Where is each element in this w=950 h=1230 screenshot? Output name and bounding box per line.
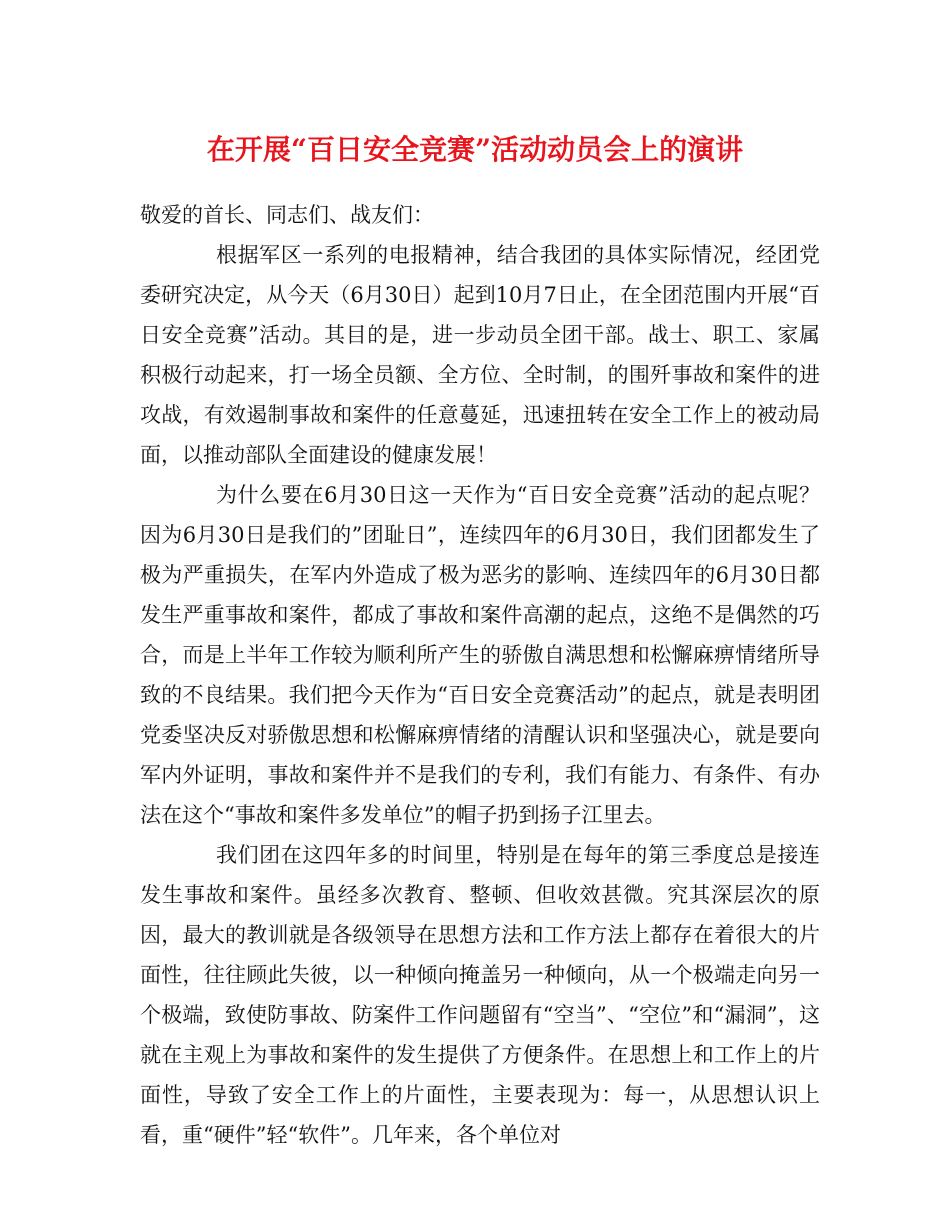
salutation: 敬爱的首长、同志们、战友们： [140,203,434,227]
paragraph-3: 我们团在这四年多的时间里，特别是在每年的第三季度总是接连发生事故和案件。虽经多次教育、整顿、但收效甚微。究其深层次的原因，最大的教训就是各级领导在思想方法和工作方法上都存在着很大的片面性，往往顾此失彼，以一种倾向掩盖另一种倾向，从一个极端走向另一个极端，致使防事故、防案件工作问题留有“空当”、“空位”和“漏洞”，这就在主观上为事故和案件的发生提供了方便条件。在思想上和工作上的片面性，导致了安全工作上的片面性，主要表现为：每一，从思想认识上看，重“硬件”轻“软件”。几年来，各个单位对 [140,843,820,1147]
document-title: 在开展“百日安全竞赛”活动动员会上的演讲 [206,133,744,166]
paragraph-1: 根据军区一系列的电报精神，结合我团的具体实际情况，经团党委研究决定，从今天（6月30日）起到10月7日止，在全团范围内开展“百日安全竞赛”活动。其目的是，进一步动员全团干部。战士、职工、家属积极行动起来，打一场全员额、全方位、全时制，的围歼事故和案件的进攻战，有效遏制事故和案件的任意蔓延，迅速扭转在安全工作上的被动局面，以推动部队全面建设的健康发展！ [140,243,820,467]
paragraph-2: 为什么要在6月30日这一天作为“百日安全竞赛”活动的起点呢？因为6月30日是我们的”团耻日”，连续四年的6月30日，我们团都发生了极为严重损失，在军内外造成了极为恶劣的影响、连续四年的6月30日都发生严重事故和案件，都成了事故和案件高潮的起点，这绝不是偶然的巧合，而是上半年工作较为顺利所产生的骄傲自满思想和松懈麻痹情绪所导致的不良结果。我们把今天作为“百日安全竞赛活动”的起点，就是表明团党委坚决反对骄傲思想和松懈麻痹情绪的清醒认识和坚强决心，就是要向军内外证明，事故和案件并不是我们的专利，我们有能力、有条件、有办法在这个“事故和案件多发单位”的帽子扔到扬子江里去。 [140,483,820,827]
document-body [140,195,820,1155]
